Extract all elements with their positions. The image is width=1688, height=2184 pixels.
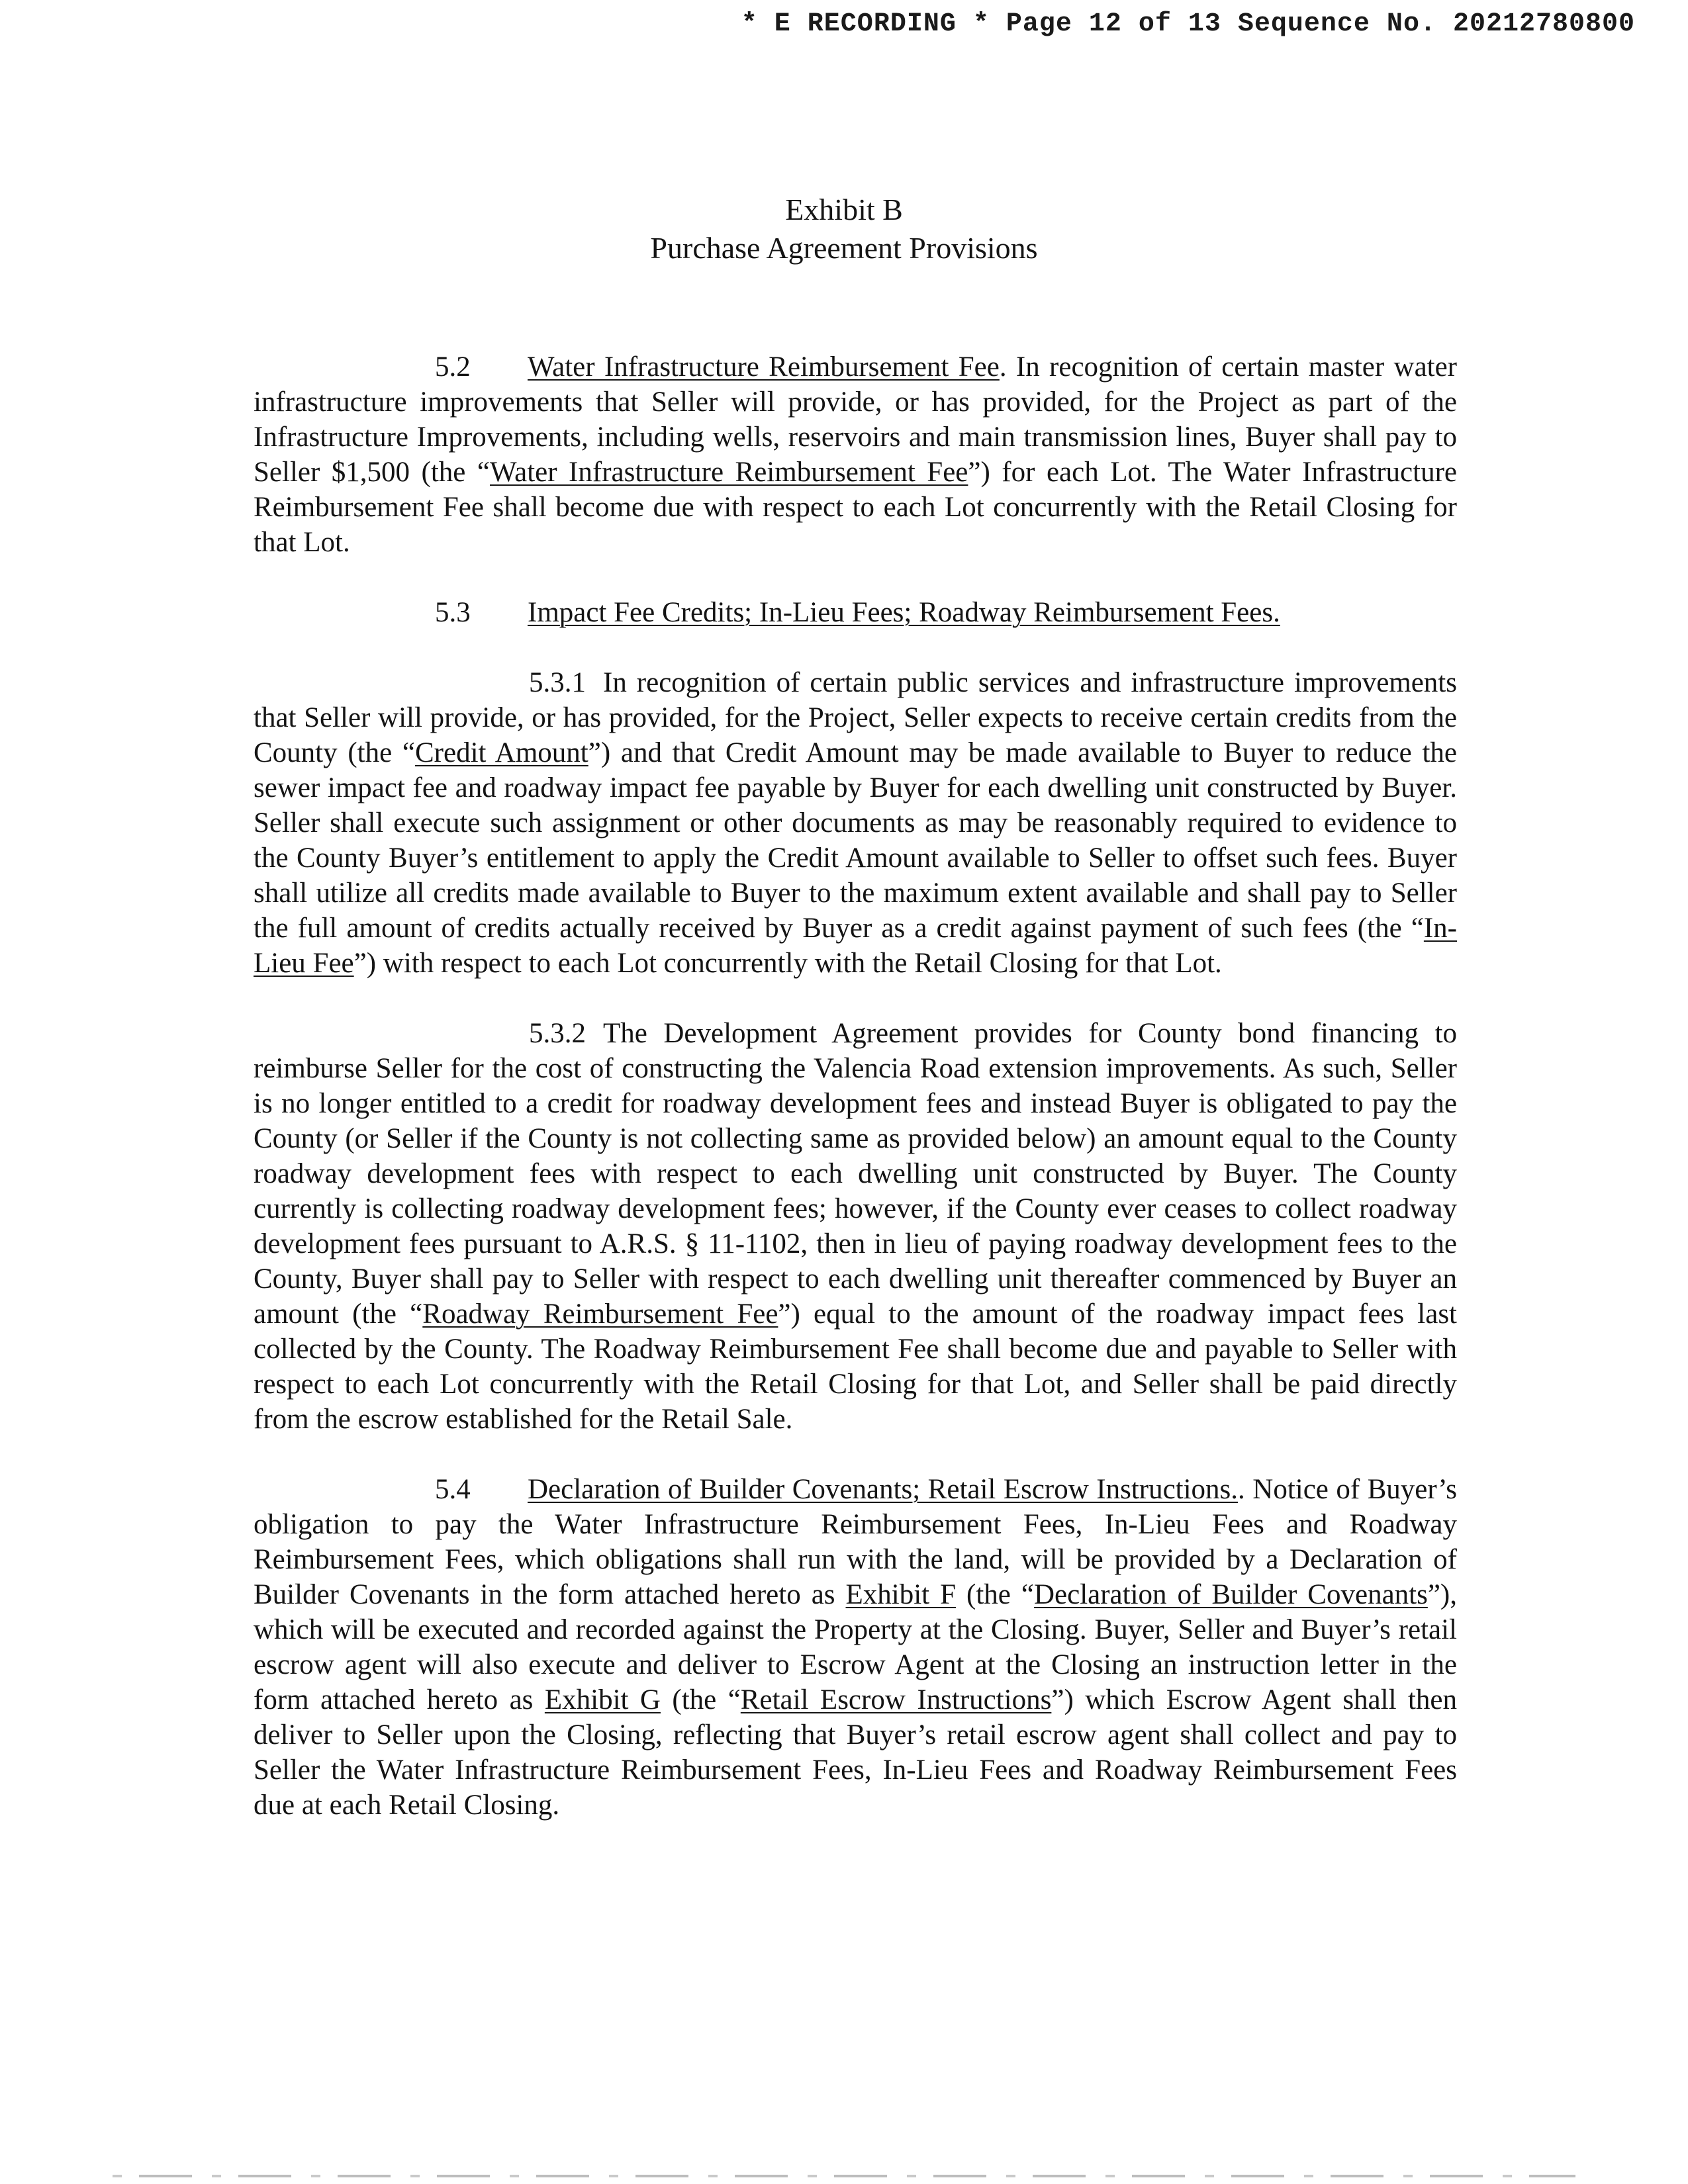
exhibit-subtitle: Purchase Agreement Provisions: [650, 231, 1038, 265]
defined-term: Retail Escrow Instructions: [740, 1684, 1052, 1715]
document-title-block: [0, 191, 1688, 267]
exhibit-reference: Exhibit F: [845, 1579, 957, 1610]
section-text: ”) which Escrow Agent shall then deliver to Seller upon the Closing, reflecting that Buyer’s retail escrow agent shall collect and pay to Seller the Water Infrastructure Reimbursement Fees, In-Lieu Fees and Roadway Reimbursement Fees due at each Retail Closing.: [254, 1684, 1458, 1821]
section-text: In recognition of certain public services and infrastructure improvements that Seller will provide, or has provided, for the Project, Seller expects to receive certain credits from the County (the “: [254, 667, 1457, 768]
section-text: . In recognition of certain master water infrastructure improvements that Seller will provide, or has provided, for the Project as part of the Infrastructure Improvements, including wells, reservoirs and main transmission lines, Buyer shall pay to Seller $1,500 (the “: [254, 351, 1457, 488]
defined-term: Declaration of Builder Covenants: [1033, 1579, 1428, 1610]
section-number: 5.2: [435, 351, 471, 383]
section-5-2: [254, 349, 1457, 560]
section-number: 5.3.2: [529, 1018, 586, 1049]
section-number: 5.3.1: [529, 667, 586, 698]
section-text: ”), which will be executed and recorded against the Property at the Closing. Buyer, Seller and Buyer’s retail escrow agent will also execute and deliver to Escrow Agent at the Closing an instruction letter in the form attached hereto as: [254, 1579, 1457, 1715]
exhibit-reference: Exhibit G: [544, 1684, 661, 1715]
section-text: ”) for each Lot. The Water Infrastructure Reimbursement Fee shall become due with respect to each Lot concurrently with the Retail Closing for that Lot.: [254, 457, 1457, 558]
section-5-4: [254, 1472, 1457, 1823]
section-text: (the “: [956, 1579, 1034, 1610]
section-text: (the “: [660, 1684, 741, 1715]
section-text: The Development Agreement provides for County bond financing to reimburse Seller for the cost of constructing the Valencia Road extension improvements. As such, Seller is no longer entitled to a credit for roadway development fees and instead Buyer is obligated to pay the County (or Seller if the County is not collecting same as provided below) an amount equal to the County roadway development fees with respect to each dwelling unit constructed by Buyer. The County currently is collecting roadway development fees; however, if the County ever ceases to collect roadway development fees pursuant to A.R.S. § 11-1102, then in lieu of paying roadway development fees to the County, Buyer shall pay to Seller with respect to each dwelling unit thereafter commenced by Buyer an amount (the “: [254, 1018, 1457, 1330]
defined-term: Credit Amount: [414, 737, 588, 768]
section-text: . Notice of Buyer’s obligation to pay the Water Infrastructure Reimbursement Fees, In-Lieu Fees and Roadway Reimbursement Fees, which obligations shall run with the land, will be provided by a Declaration of Builder Covenants in the form attached hereto as: [254, 1474, 1457, 1610]
section-heading: Water Infrastructure Reimbursement Fee: [528, 351, 1000, 383]
defined-term: Water Infrastructure Reimbursement Fee: [489, 457, 968, 488]
exhibit-title: Exhibit B: [785, 193, 903, 226]
document-body: [254, 349, 1457, 1823]
section-text: ”) equal to the amount of the roadway impact fees last collected by the County. The Roadway Reimbursement Fee shall become due and payable to Seller with respect to each Lot concurrently with the Retail Closing for that Lot, and Seller shall be paid directly from the escrow established for the Retail Sale.: [254, 1298, 1457, 1435]
section-5-3-2: [254, 1016, 1457, 1437]
defined-term: Roadway Reimbursement Fee: [422, 1298, 778, 1330]
section-text: ”) with respect to each Lot concurrently with the Retail Closing for that Lot.: [353, 948, 1222, 979]
section-heading: Impact Fee Credits; In-Lieu Fees; Roadway Reimbursement Fees.: [528, 597, 1280, 628]
defined-term: In-Lieu Fee: [254, 913, 1457, 979]
section-text: ”) and that Credit Amount may be made available to Buyer to reduce the sewer impact fee and roadway impact fee payable by Buyer for each dwelling unit constructed by Buyer. Seller shall execute such assignment or other documents as may be reasonably required to evidence to the County Buyer’s entitlement to apply the Credit Amount available to Seller to offset such fees. Buyer shall utilize all credits made available to Buyer to the maximum extent available and shall pay to Seller the full amount of credits actually received by Buyer as a credit against payment of such fees (the “: [254, 737, 1457, 944]
recording-header: * E RECORDING * Page 12 of 13 Sequence No. 20212780800: [741, 9, 1635, 39]
section-heading: Declaration of Builder Covenants; Retail Escrow Instructions.: [528, 1474, 1239, 1505]
section-5-3: [254, 595, 1457, 630]
section-number: 5.4: [435, 1474, 471, 1505]
section-number: 5.3: [435, 597, 471, 628]
section-5-3-1: [254, 665, 1457, 981]
scan-artifact-line: [113, 2175, 1575, 2177]
